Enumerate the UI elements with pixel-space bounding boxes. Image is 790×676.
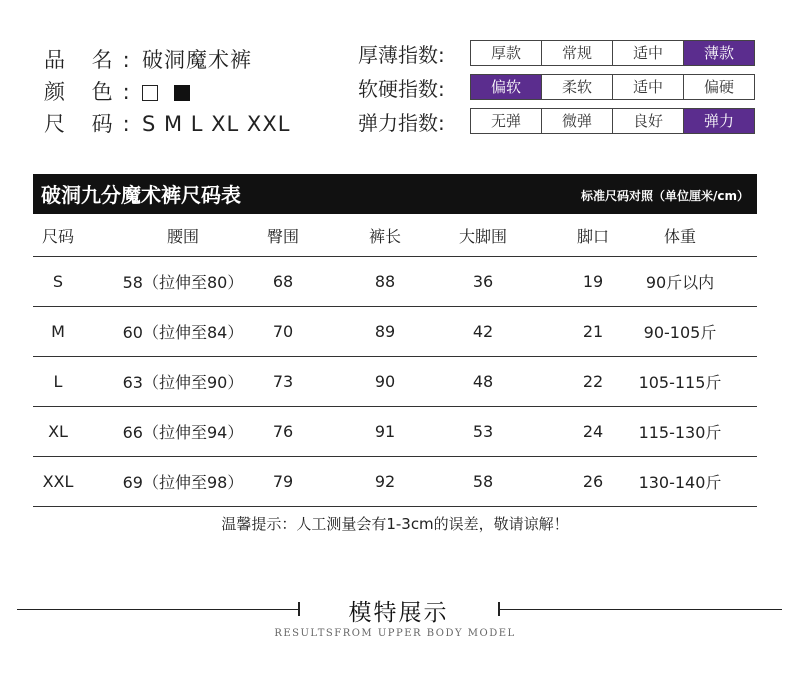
table-cell: 53: [472, 422, 494, 441]
product-info: [44, 44, 290, 140]
table-cell: 73: [272, 372, 294, 391]
column-header: 大脚围: [458, 226, 507, 246]
table-cell: 105-115斤: [638, 373, 722, 392]
elasticity-index-label: 弹力指数:: [358, 110, 445, 135]
table-cell: 24: [582, 422, 604, 441]
table-cell: 70: [272, 322, 294, 341]
product-name-value: 破洞魔术裤: [142, 48, 252, 72]
size-chart-subtitle: 标准尺码对照（单位厘米/cm）: [580, 189, 749, 203]
thickness-index-row: [358, 36, 755, 70]
table-cell: 48: [472, 372, 494, 391]
table-cell: XL: [48, 422, 68, 441]
size-chart-header: [33, 174, 757, 214]
table-cell: 60（拉伸至84）: [122, 323, 244, 342]
table-cell: 63（拉伸至90）: [122, 373, 244, 392]
table-cell: 90: [374, 372, 396, 391]
section-title: 模特展示: [348, 600, 449, 626]
elasticity-index-row: [358, 104, 755, 138]
table-row: [33, 457, 757, 507]
table-cell: 91: [374, 422, 396, 441]
softness-option: 偏硬: [703, 78, 734, 96]
table-cell: 115-130斤: [638, 423, 722, 442]
table-cell: 42: [472, 322, 494, 341]
softness-index-label: 软硬指数:: [358, 76, 445, 101]
column-header: 臀围: [266, 226, 299, 246]
color-swatch-black[interactable]: [174, 85, 190, 101]
section-divider-left: [17, 609, 298, 610]
column-header: 尺码: [41, 226, 74, 246]
product-size-label: 尺 码:: [44, 112, 140, 136]
size-chart-table: [33, 214, 757, 507]
product-color-row: [44, 76, 290, 108]
thickness-option: 适中: [613, 41, 684, 65]
table-cell: L: [53, 372, 63, 391]
elasticity-option: 微弹: [542, 109, 613, 133]
fabric-indices: [358, 36, 755, 138]
thickness-option: 薄款: [684, 41, 754, 65]
table-header-row: [33, 214, 757, 257]
table-row: [33, 357, 757, 407]
thickness-index-label: 厚薄指数:: [358, 42, 445, 67]
table-row: [33, 307, 757, 357]
thickness-option: 厚款: [471, 41, 542, 65]
table-cell: 66（拉伸至94）: [122, 423, 244, 442]
table-cell: 21: [582, 322, 604, 341]
table-cell: 19: [582, 272, 604, 291]
table-cell: 58（拉伸至80）: [122, 273, 244, 292]
table-cell: 130-140斤: [638, 473, 722, 492]
product-color-label: 颜 色:: [44, 80, 140, 104]
table-cell: 90斤以内: [645, 273, 715, 292]
softness-option: 适中: [613, 75, 684, 99]
elasticity-option: 良好: [613, 109, 684, 133]
column-header: 体重: [663, 226, 696, 246]
elasticity-option: 无弹: [471, 109, 542, 133]
elasticity-index-options: [470, 108, 755, 134]
softness-option: 偏软: [471, 75, 542, 99]
table-cell: 36: [472, 272, 494, 291]
column-header: 腰围: [166, 226, 199, 246]
elasticity-option: 弹力: [684, 109, 754, 133]
color-swatches: [142, 76, 198, 108]
table-cell: 89: [374, 322, 396, 341]
measurement-tip: 温馨提示：人工测量会有1-3cm的误差，敬请谅解！: [221, 515, 569, 533]
product-name-label: 品 名:: [44, 48, 140, 72]
table-cell: 26: [582, 472, 604, 491]
product-size-row: [44, 108, 290, 140]
column-header: 裤长: [368, 226, 401, 246]
product-size-value: S M L XL XXL: [142, 112, 291, 136]
table-cell: XXL: [42, 472, 74, 491]
table-cell: 69（拉伸至98）: [122, 473, 244, 492]
table-row: [33, 257, 757, 307]
table-cell: 68: [272, 272, 294, 291]
column-header: 脚口: [576, 226, 609, 246]
thickness-index-options: [470, 40, 755, 66]
table-cell: 88: [374, 272, 396, 291]
table-row: [33, 407, 757, 457]
size-chart-title: 破洞九分魔术裤尺码表: [41, 183, 241, 207]
softness-index-row: [358, 70, 755, 104]
table-cell: 58: [472, 472, 494, 491]
table-cell: 76: [272, 422, 294, 441]
thickness-option: 常规: [542, 41, 613, 65]
table-cell: 79: [272, 472, 294, 491]
softness-option: 柔软: [542, 75, 613, 99]
section-subtitle: RESULTSFROM UPPER BODY MODEL: [274, 628, 516, 639]
table-cell: S: [52, 272, 64, 291]
table-cell: M: [51, 322, 65, 341]
section-divider-right: [499, 609, 782, 610]
softness-index-options: [470, 74, 755, 100]
table-cell: 92: [374, 472, 396, 491]
color-swatch-white[interactable]: [142, 85, 158, 101]
product-name-row: [44, 44, 290, 76]
table-cell: 90-105斤: [643, 323, 717, 342]
table-cell: 22: [582, 372, 604, 391]
